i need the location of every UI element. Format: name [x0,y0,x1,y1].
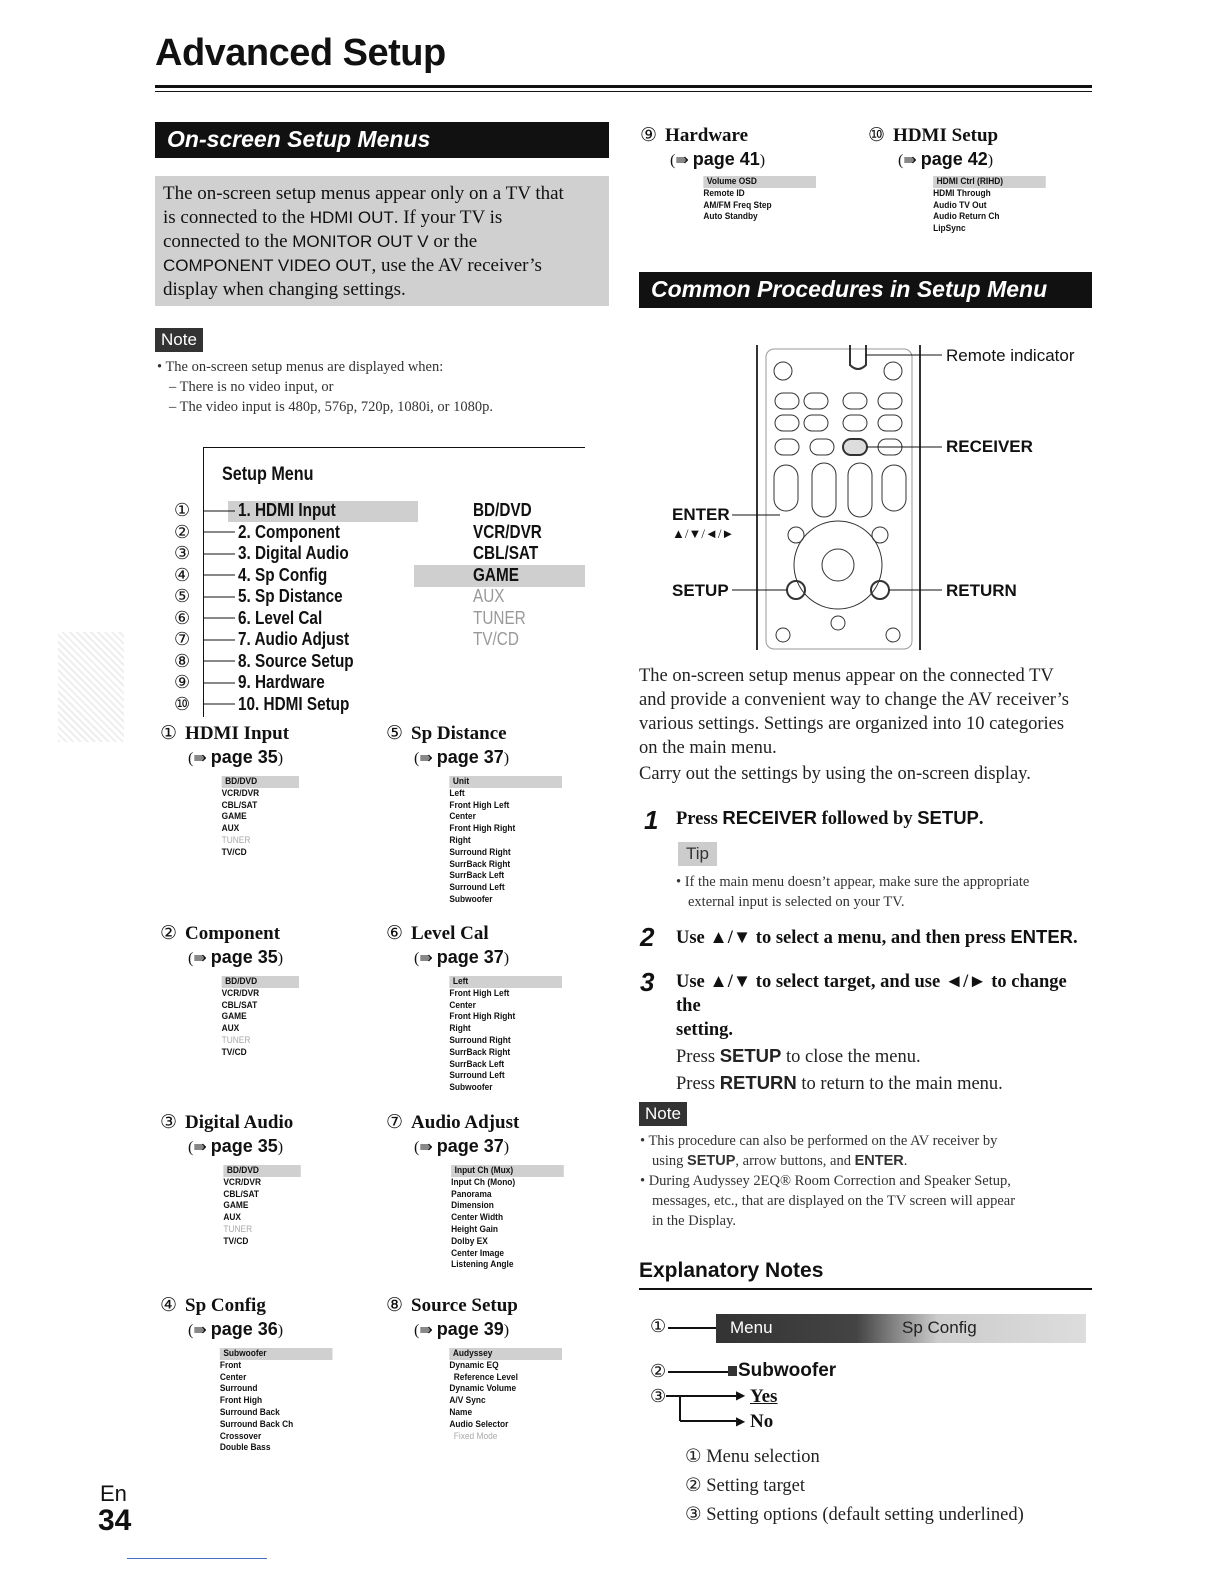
pageref-source-setup[interactable]: page 39 [436,1319,504,1339]
menu-item-component: 2. Component [238,521,340,542]
setup-menu-title: Setup Menu [222,464,314,485]
menu-item-sp-distance: 5. Sp Distance [238,586,343,606]
section-source-setup: ⑧ Source Setup (⇛ page 39) Audyssey Dynamic EQ Reference Level Dynamic Volume A/V Sync Name Audio Selector Fixed Mode [386,1294,616,1442]
menu-item-hdmi-setup: 10. HDMI Setup [238,693,350,714]
note-label-right: Note [639,1102,687,1126]
note-text-right: • This procedure can also be performed on the AV receiver by using SETUP, arrow buttons, and ENTER. • During Audyssey 2EQ® Room Correction and Speaker Setup, messages, etc., that are displayed on the TV screen will appear in the Display. [640,1133,1016,1229]
marker-10: ⑩ [174,693,191,714]
intro-line-5: display when changing settings. [163,279,406,300]
section-digital-audio: ③ Digital Audio (⇛ page 35) BD/DVD VCR/DVR CBL/SAT GAME AUX TUNER TV/CD [160,1111,400,1248]
intro-line-1: The on-screen setup menus appear only on a TV that [163,183,564,204]
pageref-hdmi-input[interactable]: page 35 [210,747,278,767]
footer-rule [127,1558,267,1559]
explanatory-marker-2: ② [650,1361,667,1381]
list-digital-audio: BD/DVD VCR/DVR CBL/SAT GAME AUX TUNER TV/CD [160,1165,371,1248]
list-hdmi-setup: HDMI Ctrl (RIHD) HDMI Through Audio TV Out Audio Return Ch LipSync [868,176,1062,235]
input-game: GAME [473,564,519,585]
explanatory-menu-label: Menu [730,1318,773,1337]
tip-text: • If the main menu doesn’t appear, make sure the appropriate external input is selected on your TV. [676,874,1030,910]
explanatory-subwoofer: Subwoofer [738,1360,837,1381]
list-component: BD/DVD VCR/DVR CBL/SAT GAME AUX TUNER TV/CD [160,976,371,1059]
input-vcr-dvr: VCR/DVR [473,521,542,542]
marker-9: ⑨ [174,672,191,692]
pageref-level-cal[interactable]: page 37 [436,947,504,967]
setup-menu-connectors [190,500,240,720]
marker-8: ⑧ [174,650,191,671]
menu-item-audio-adjust: 7. Audio Adjust [238,629,350,649]
marker-2: ② [174,521,191,542]
explanatory-marker-3: ③ [650,1386,667,1406]
scan-artifact [58,632,124,742]
section-hdmi-input: ① HDMI Input (⇛ page 35) BD/DVD VCR/DVR CBL/SAT GAME AUX TUNER TV/CD [160,722,400,859]
marker-5: ⑤ [174,586,191,606]
list-hdmi-input: BD/DVD VCR/DVR CBL/SAT GAME AUX TUNER TV/CD [160,776,371,859]
setup-menu-items [238,500,374,715]
label-arrows: ▲/▼/◄/► [672,526,735,541]
subwoofer-square-icon [728,1366,737,1376]
section-hardware: ⑨ Hardware (⇛ page 41) Volume OSD Remote ID AM/FM Freq Step Auto Standby [640,124,860,223]
step-1-number: 1 [644,805,659,835]
section-hdmi-setup: ⑩ HDMI Setup (⇛ page 42) HDMI Ctrl (RIHD) HDMI Through Audio TV Out Audio Return Ch LipSync [868,124,1088,235]
label-setup: SETUP [672,581,729,600]
explanatory-no: No [750,1411,774,1432]
label-enter: ENTER [672,505,730,524]
yes-pointer-icon: ▶ [736,1388,746,1402]
no-pointer-icon: ▶ [736,1414,746,1428]
marker-1: ① [174,500,191,520]
marker-7: ⑦ [174,629,191,649]
input-bd-dvd: BD/DVD [473,500,532,520]
note-label: Note [155,328,203,352]
list-audio-adjust: Input Ch (Mux) Input Ch (Mono) Panorama Dimension Center Width Height Gain Dolby EX Center Image Listening Angle [386,1165,588,1271]
label-receiver: RECEIVER [946,437,1033,456]
pageref-sp-distance[interactable]: page 37 [436,747,504,767]
menu-item-source-setup: 8. Source Setup [238,650,354,671]
pageref-hdmi-setup[interactable]: page 42 [920,149,988,169]
explanatory-rule [639,1288,1092,1290]
explanatory-leader-1 [668,1327,720,1329]
intro-line-2: is connected to the HDMI OUT. If your TV is [163,207,503,228]
input-aux: AUX [473,586,505,606]
input-cbl-sat: CBL/SAT [473,543,539,563]
explanatory-marker-1: ① [650,1316,667,1336]
banner-onscreen-setup: On-screen Setup Menus [155,122,609,158]
intro-line-3: connected to the MONITOR OUT V or the [163,231,478,252]
banner-common-procedures: Common Procedures in Setup Menu [639,272,1092,308]
step-1-text: Press RECEIVER followed by SETUP. [676,807,984,829]
footer-language: En [100,1481,127,1506]
setup-menu-top-rule [203,447,585,448]
list-sp-distance: Unit Left Front High Left Center Front High Right Right Surround Right SurrBack Right SurrBack Left Surround Left Subwoofer [386,776,588,906]
menu-item-hdmi-input: 1. HDMI Input [238,500,336,520]
step-3-number: 3 [640,967,655,997]
title-rule-top [155,85,1092,88]
list-sp-config: Subwoofer Front Center Surround Front High Surround Back Surround Back Ch Crossover Double Bass [160,1348,371,1454]
explanatory-yes: Yes [750,1386,778,1407]
intro-line-4: COMPONENT VIDEO OUT, use the AV receiver’s [163,255,542,276]
tip-label: Tip [678,842,717,866]
pageref-component[interactable]: page 35 [210,947,278,967]
remote-illustration [650,335,1100,655]
page-title: Advanced Setup [155,32,446,74]
setup-menu-inputs [473,500,554,651]
label-remote-indicator: Remote indicator [946,346,1075,365]
footer-page-number: 34 [98,1504,132,1537]
section-sp-config: ④ Sp Config (⇛ page 36) Subwoofer Front Center Surround Front High Surround Back Surround Back Ch Crossover Double Bass [160,1294,400,1454]
section-sp-distance: ⑤ Sp Distance (⇛ page 37) Unit Left Front High Left Center Front High Right Right Surround Right SurrBack Right SurrBack Left Surround Left Subwoofer [386,722,616,906]
title-rule-bottom [155,91,1092,92]
step-3-text: Use ▲/▼ to select target, and use ◄/► to change the setting. Press SETUP to close the menu. Press RETURN to return to the main menu. [676,972,1067,1094]
marker-4: ④ [174,564,191,585]
menu-item-hardware: 9. Hardware [238,672,325,692]
menu-item-level-cal: 6. Level Cal [238,607,323,628]
pageref-sp-config[interactable]: page 36 [210,1319,278,1339]
label-return: RETURN [946,581,1017,600]
input-tv-cd: TV/CD [473,629,519,649]
pageref-audio-adjust[interactable]: page 37 [436,1136,504,1156]
marker-3: ③ [174,543,191,563]
explanatory-option-connector [664,1388,744,1428]
procedure-description: The on-screen setup menus appear on the connected TV and provide a convenient way to change the AV receiver’s various settings. Settings are organized into 10 categories on the main menu. Carry out the settings by using the on-screen display. [639,666,1069,784]
section-audio-adjust: ⑦ Audio Adjust (⇛ page 37) Input Ch (Mux) Input Ch (Mono) Panorama Dimension Center Width Height Gain Dolby EX Center Image Listening Angle [386,1111,616,1271]
note-text: • The on-screen setup menus are displayed when: – There is no video input, or – The video input is 480p, 576p, 720p, 1080i, or 1080p. [157,359,493,415]
list-level-cal: Left Front High Left Center Front High Right Right Surround Right SurrBack Right SurrBack Left Surround Left Subwoofer [386,976,588,1094]
input-tuner: TUNER [473,607,526,628]
section-component: ② Component (⇛ page 35) BD/DVD VCR/DVR CBL/SAT GAME AUX TUNER TV/CD [160,922,400,1059]
explanatory-leader-2 [668,1371,728,1373]
pageref-hardware[interactable]: page 41 [692,149,760,169]
step-2-number: 2 [640,922,655,952]
menu-item-digital-audio: 3. Digital Audio [238,543,349,563]
intro-box [155,176,609,306]
menu-item-sp-config: 4. Sp Config [238,564,328,585]
list-source-setup: Audyssey Dynamic EQ Reference Level Dynamic Volume A/V Sync Name Audio Selector Fixed Mode [386,1348,588,1442]
explanatory-title: Explanatory Notes [639,1259,824,1282]
pageref-digital-audio[interactable]: page 35 [210,1136,278,1156]
explanatory-sp-config-label: Sp Config [902,1318,977,1337]
list-hardware: Volume OSD Remote ID AM/FM Freq Step Auto Standby [640,176,834,223]
explanatory-legend: ① Menu selection ② Setting target ③ Setting options (default setting underlined) [685,1447,1024,1525]
section-level-cal: ⑥ Level Cal (⇛ page 37) Left Front High Left Center Front High Right Right Surround Right SurrBack Right SurrBack Left Surround Left Subwoofer [386,922,616,1094]
marker-6: ⑥ [174,607,191,628]
setup-menu-markers [174,500,190,715]
step-2-text: Use ▲/▼ to select a menu, and then press ENTER. [676,926,1078,948]
